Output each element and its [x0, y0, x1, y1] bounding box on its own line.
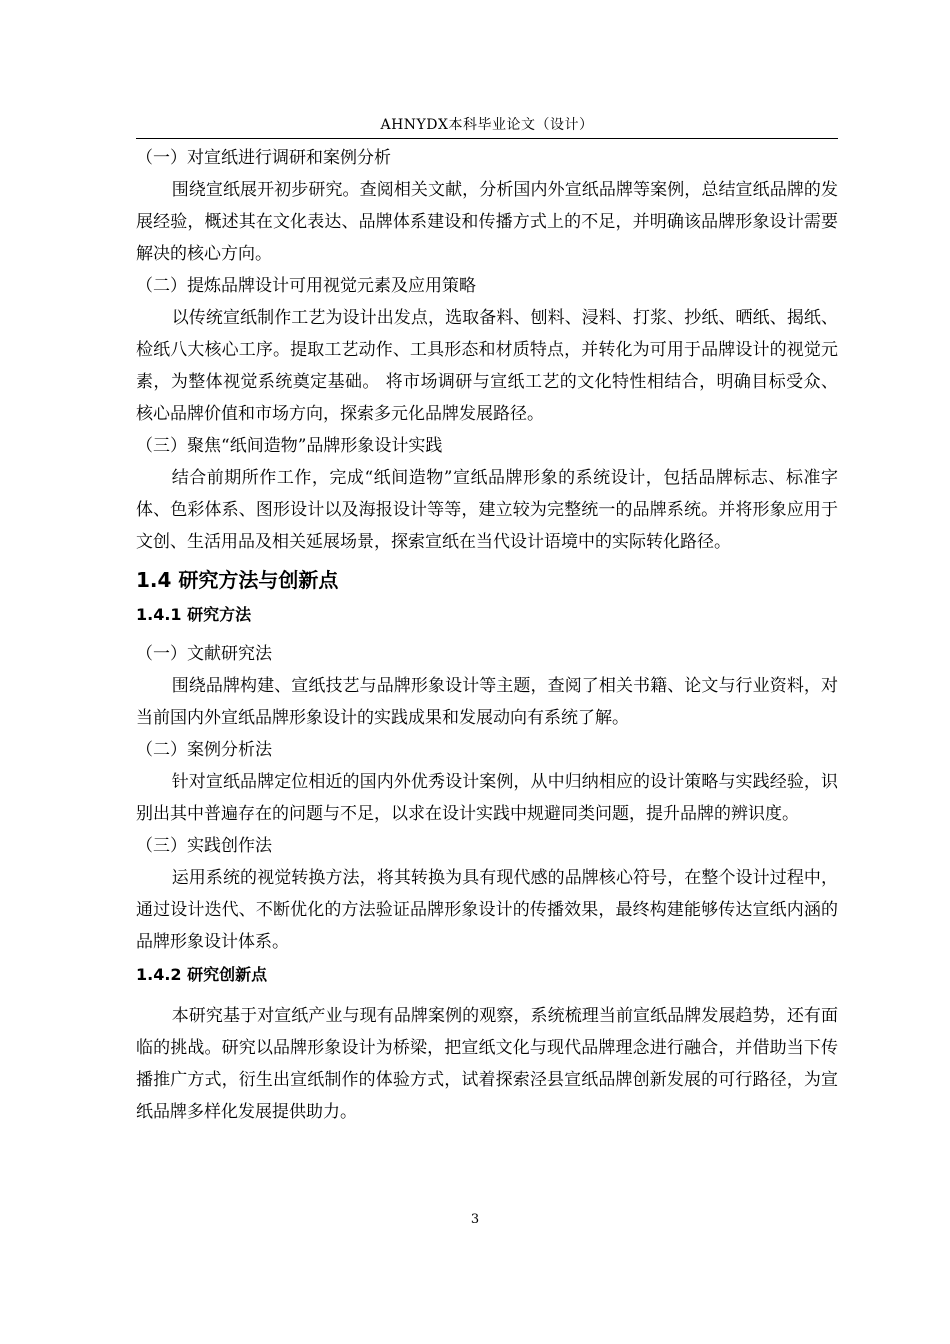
subsection-title-brand-practice: （三）聚焦“纸间造物”品牌形象设计实践 [136, 436, 443, 456]
paragraph-innovation: 本研究基于对宣纸产业与现有品牌案例的观察，系统梳理当前宣纸品牌发展趋势，还有面临的挑战。研究以品牌形象设计为桥梁，把宣纸文化与现代品牌理念进行融合，并借助当下传播推广方式，衍生出宣纸制作的体验方式，试着探索泾县宣纸品牌创新发展的可行路径，为宣纸品牌多样化发展提供助力。 [136, 1006, 838, 1122]
paragraph-case-analysis: 针对宣纸品牌定位相近的国内外优秀设计案例，从中归纳相应的设计策略与实践经验，识别出其中普遍存在的问题与不足，以求在设计实践中规避同类问题，提升品牌的辨识度。 [136, 772, 838, 824]
section-heading-1-4-2: 1.4.2 研究创新点 [136, 965, 268, 984]
header-divider [136, 138, 838, 139]
page-number: 3 [470, 1212, 480, 1227]
method-title-case-analysis: （二）案例分析法 [136, 740, 272, 760]
method-title-practice: （三）实践创作法 [136, 836, 272, 856]
paragraph-research-analysis: 围绕宣纸展开初步研究。查阅相关文献，分析国内外宣纸品牌等案例，总结宣纸品牌的发展经验，概述其在文化表达、品牌体系建设和传播方式上的不足，并明确该品牌形象设计需要解决的核心方向。 [136, 180, 838, 264]
method-title-literature: （一）文献研究法 [136, 644, 272, 664]
subsection-title-visual-elements: （二）提炼品牌设计可用视觉元素及应用策略 [136, 276, 476, 296]
section-heading-1-4-1: 1.4.1 研究方法 [136, 605, 252, 624]
page-body [136, 142, 838, 1128]
paragraph-visual-elements: 以传统宣纸制作工艺为设计出发点，选取备料、刨料、浸料、打浆、抄纸、晒纸、揭纸、检纸八大核心工序。提取工艺动作、工具形态和材质特点，并转化为可用于品牌设计的视觉元素，为整体视觉系统奠定基础。 将市场调研与宣纸工艺的文化特性相结合，明确目标受众、核心品牌价值和市场方向，探索多元化品牌发展路径。 [136, 308, 838, 424]
paragraph-literature: 围绕品牌构建、宣纸技艺与品牌形象设计等主题，查阅了相关书籍、论文与行业资料，对当前国内外宣纸品牌形象设计的实践成果和发展动向有系统了解。 [136, 676, 838, 728]
paragraph-practice: 运用系统的视觉转换方法，将其转换为具有现代感的品牌核心符号，在整个设计过程中，通过设计迭代、不断优化的方法验证品牌形象设计的传播效果，最终构建能够传达宣纸内涵的品牌形象设计体系。 [136, 868, 838, 952]
running-header: AHNYDX本科毕业论文（设计） [380, 117, 594, 133]
subsection-title-research-analysis: （一）对宣纸进行调研和案例分析 [136, 148, 391, 168]
paragraph-brand-practice: 结合前期所作工作，完成“纸间造物”宣纸品牌形象的系统设计，包括品牌标志、标准字体、色彩体系、图形设计以及海报设计等等，建立较为完整统一的品牌系统。并将形象应用于文创、生活用品及相关延展场景，探索宣纸在当代设计语境中的实际转化路径。 [136, 468, 838, 552]
section-heading-1-4: 1.4 研究方法与创新点 [136, 568, 339, 592]
